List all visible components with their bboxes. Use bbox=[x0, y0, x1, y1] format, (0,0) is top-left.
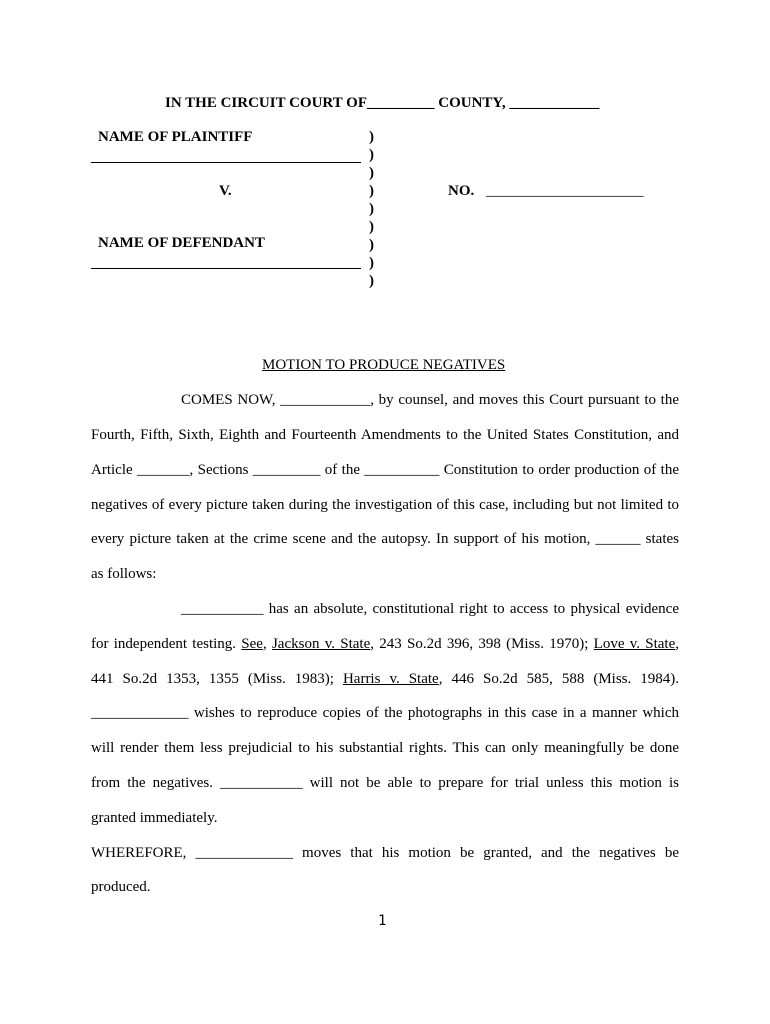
caption-paren: ) bbox=[369, 129, 374, 145]
body-line: will render them less prejudicial to his substantial rights. This can only meaningfully be done bbox=[91, 740, 679, 756]
text-segment: , bbox=[675, 636, 680, 652]
caption-paren: ) bbox=[369, 183, 374, 199]
caption-paren: ) bbox=[369, 219, 374, 235]
body-line: ___________ has an absolute, constitutional right to access to physical evidence bbox=[181, 601, 679, 617]
body-line: WHEREFORE, _____________ moves that his motion be granted, and the negatives be bbox=[91, 845, 679, 861]
caption-paren: ) bbox=[369, 273, 374, 289]
court-heading: IN THE CIRCUIT COURT OF_________ COUNTY, ____________ bbox=[165, 95, 600, 111]
citation-line bbox=[91, 635, 679, 653]
caption-paren: ) bbox=[369, 147, 374, 163]
case-number-label: NO. bbox=[448, 183, 475, 199]
motion-title: MOTION TO PRODUCE NEGATIVES bbox=[262, 357, 506, 373]
body-line: _____________ wishes to reproduce copies of the photographs in this case in a manner which bbox=[91, 705, 679, 721]
body-line: produced. bbox=[91, 879, 151, 895]
body-line: every picture taken at the crime scene and the autopsy. In support of his motion, ______ states bbox=[91, 531, 679, 547]
body-line: from the negatives. ___________ will not be able to prepare for trial unless this motion is bbox=[91, 775, 679, 791]
text-segment: for independent testing. bbox=[91, 636, 242, 652]
body-line: COMES NOW, ____________, by counsel, and moves this Court pursuant to the bbox=[181, 392, 679, 408]
defendant-name-line bbox=[91, 268, 361, 269]
case-name: Love v. State bbox=[593, 636, 676, 652]
see-signal: See bbox=[241, 636, 263, 652]
caption-paren: ) bbox=[369, 165, 374, 181]
text-segment: , 243 So.2d 396, 398 (Miss. 1970); bbox=[370, 636, 594, 652]
body-line: as follows: bbox=[91, 566, 157, 582]
body-line: Fourth, Fifth, Sixth, Eighth and Fourteenth Amendments to the United States Constitution, and bbox=[91, 427, 679, 443]
body-line: negatives of every picture taken during the investigation of this case, including but not limited to bbox=[91, 497, 679, 513]
plaintiff-label: NAME OF PLAINTIFF bbox=[98, 129, 253, 145]
body-line: granted immediately. bbox=[91, 810, 218, 826]
citation-line bbox=[91, 670, 679, 688]
text-segment: 441 So.2d 1353, 1355 (Miss. 1983); bbox=[91, 671, 343, 687]
caption-paren: ) bbox=[369, 237, 374, 253]
case-name: Harris v. State bbox=[342, 671, 439, 687]
caption-paren: ) bbox=[369, 255, 374, 271]
defendant-label: NAME OF DEFENDANT bbox=[98, 235, 265, 251]
case-number-blank: _____________________ bbox=[486, 183, 644, 199]
text-segment: , 446 So.2d 585, 588 (Miss. 1984). bbox=[438, 671, 679, 687]
case-name: Jackson v. State bbox=[271, 636, 371, 652]
body-line: Article _______, Sections _________ of the __________ Constitution to order production of the bbox=[91, 462, 679, 478]
versus-label: V. bbox=[219, 183, 232, 199]
text-segment: , bbox=[262, 636, 272, 652]
page-number: 1 bbox=[378, 913, 387, 929]
plaintiff-name-line bbox=[91, 162, 361, 163]
caption-paren: ) bbox=[369, 201, 374, 217]
